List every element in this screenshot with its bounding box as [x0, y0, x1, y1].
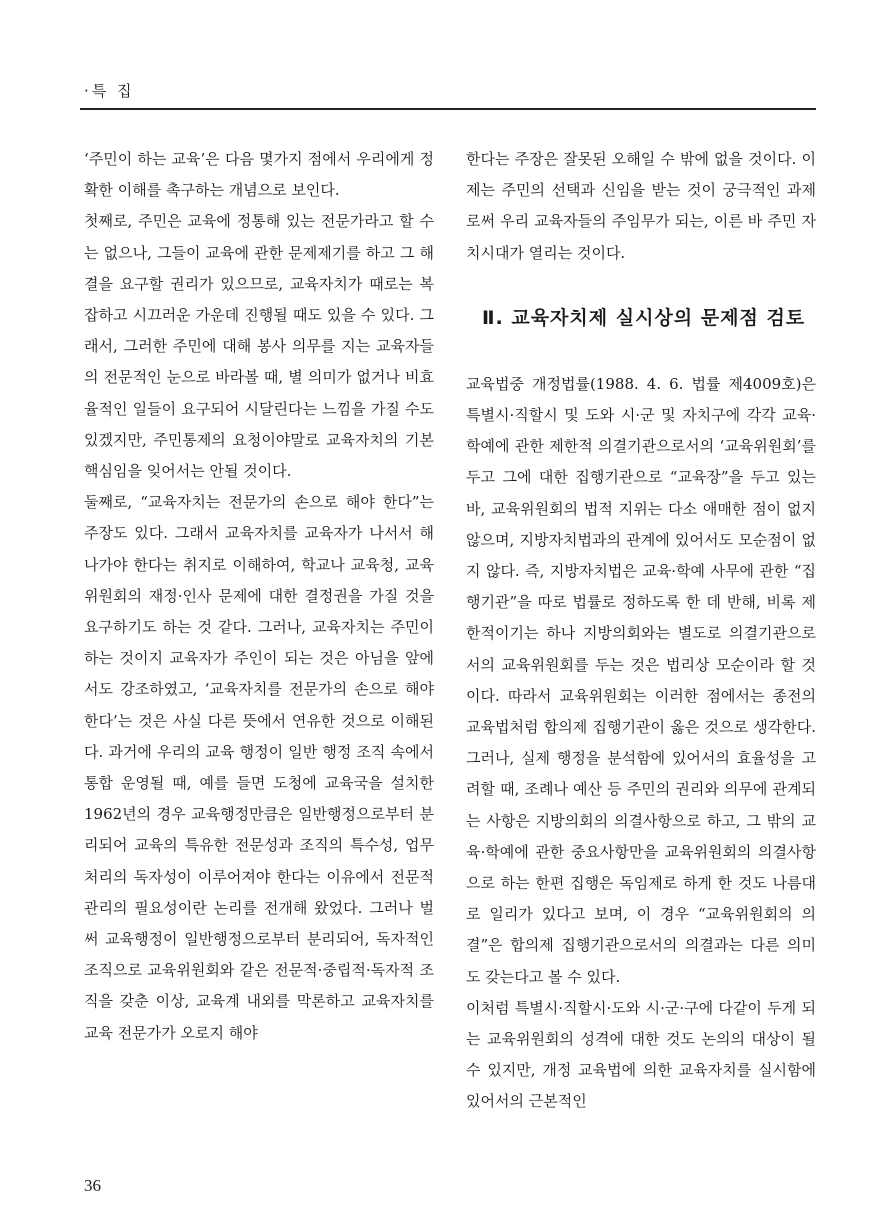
right-paragraph-1: 교육법중 개정법률(1988. 4. 6. 법률 제4009호)은 특별시·직할시 및 도와 시·군 및 자치구에 각각 교육·학예에 관한 제한적 의결기관으로서의 ‘교육위원회’를 두고 그에 대한 집행기관으로 “교육장”을 두고 있는 바, 교육위원회의 법적 지위는 다소 애매한 점이 없지 않으며, 지방자치법과의 관계에 있어서도 모순점이 없지 않다. 즉, 지방자치법은 교육·학예 사무에 관한 “집행기관”을 따로 법률로 정하도록 한 데 반해, 비록 제한적이기는 하나 지방의회와는 별도로 의결기관으로서의 교육위원회를 두는 것은 법리상 모순이라 할 것이다. 따라서 교육위원회는 이러한 점에서는 종전의 교육법처럼 합의제 집행기관이 옳은 것으로 생각한다. 그러나, 실제 행정을 분석함에 있어서의 효율성을 고려할 때, 조례나 예산 등 주민의 권리와 의무에 관계되는 사항은 지방의회의 의결사항으로 하고, 그 밖의 교육·학예에 관한 중요사항만을 교육위원회의 의결사항으로 하는 한편 집행은 독임제로 하게 한 것도 나름대로 일리가 있다고 보며, 이 경우 “교육위원회의 의결”은 합의제 집행기관으로서의 의결과는 다른 의미도 갖는다고 볼 수 있다. [466, 374, 816, 986]
right-column [466, 144, 816, 1118]
left-paragraph-3: 둘째로, “교육자치는 전문가의 손으로 해야 한다”는 주장도 있다. 그래서 교육자치를 교육자가 나서서 해나가야 한다는 취지로 이해하여, 학교나 교육청, 교육위원회의 재정·인사 문제에 대한 결정권을 가질 것을 요구하기도 하는 것 같다. 그러나, 교육자치는 주민이 하는 것이지 교육자가 주인이 되는 것은 아님을 앞에서도 강조하였고, ‘교육자치를 전문가의 손으로 해야 한다’는 것은 사실 다른 뜻에서 연유한 것으로 이해된다. 과거에 우리의 교육 행정이 일반 행정 조직 속에서 통합 운영될 때, 예를 들면 도청에 교육국을 설치한 1962년의 경우 교육행정만큼은 일반행정으로부터 분리되어 교육의 특유한 전문성과 조직의 특수성, 업무처리의 독자성이 이루어져야 한다는 이유에서 전문적 관리의 필요성이란 논리를 전개해 왔었다. 그러나 벌써 교육행정이 일반행정으로부터 분리되어, 독자적인 조직으로 교육위원회와 같은 전문적·중립적·독자적 조직을 갖춘 이상, 교육계 내외를 막론하고 교육자치를 교육 전문가가 오로지 해야 [84, 493, 434, 1042]
header-rule [80, 108, 816, 110]
right-intro-paragraph: 한다는 주장은 잘못된 오해일 수 밖에 없을 것이다. 이제는 주민의 선택과 신임을 받는 것이 궁극적인 과제로써 우리 교육자들의 주임무가 되는, 이른 바 주민 자치시대가 열리는 것이다. [466, 150, 816, 262]
page-number: 36 [84, 1176, 101, 1195]
right-paragraph-2: 이처럼 특별시·직할시·도와 시·군·구에 다같이 두게 되는 교육위원회의 성격에 대한 것도 논의의 대상이 될 수 있지만, 개정 교육법에 의한 교육자치를 실시함에 있어서의 근본적인 [466, 998, 816, 1111]
left-column [84, 144, 434, 1049]
section-heading: Ⅱ. 교육자치제 실시상의 문제점 검토 [482, 306, 806, 329]
section-label: ·특 집 [84, 82, 135, 100]
left-paragraph-2: 첫째로, 주민은 교육에 정통해 있는 전문가라고 할 수는 없으나, 그들이 교육에 관한 문제제기를 하고 그 해결을 요구할 권리가 있으므로, 교육자치가 때로는 복잡하고 시끄러운 가운데 진행될 때도 있을 수 있다. 그래서, 그러한 주민에 대해 봉사 의무를 지는 교육자들의 전문적인 눈으로 바라볼 때, 별 의미가 없거나 비효율적인 일들이 요구되어 시달린다는 느낌을 가질 수도 있겠지만, 주민통제의 요청이야말로 교육자치의 기본 핵심임을 잊어서는 안될 것이다. [84, 212, 434, 481]
left-paragraph-1: ‘주민이 하는 교육’은 다음 몇가지 점에서 우리에게 정확한 이해를 촉구하는 개념으로 보인다. [84, 150, 434, 200]
